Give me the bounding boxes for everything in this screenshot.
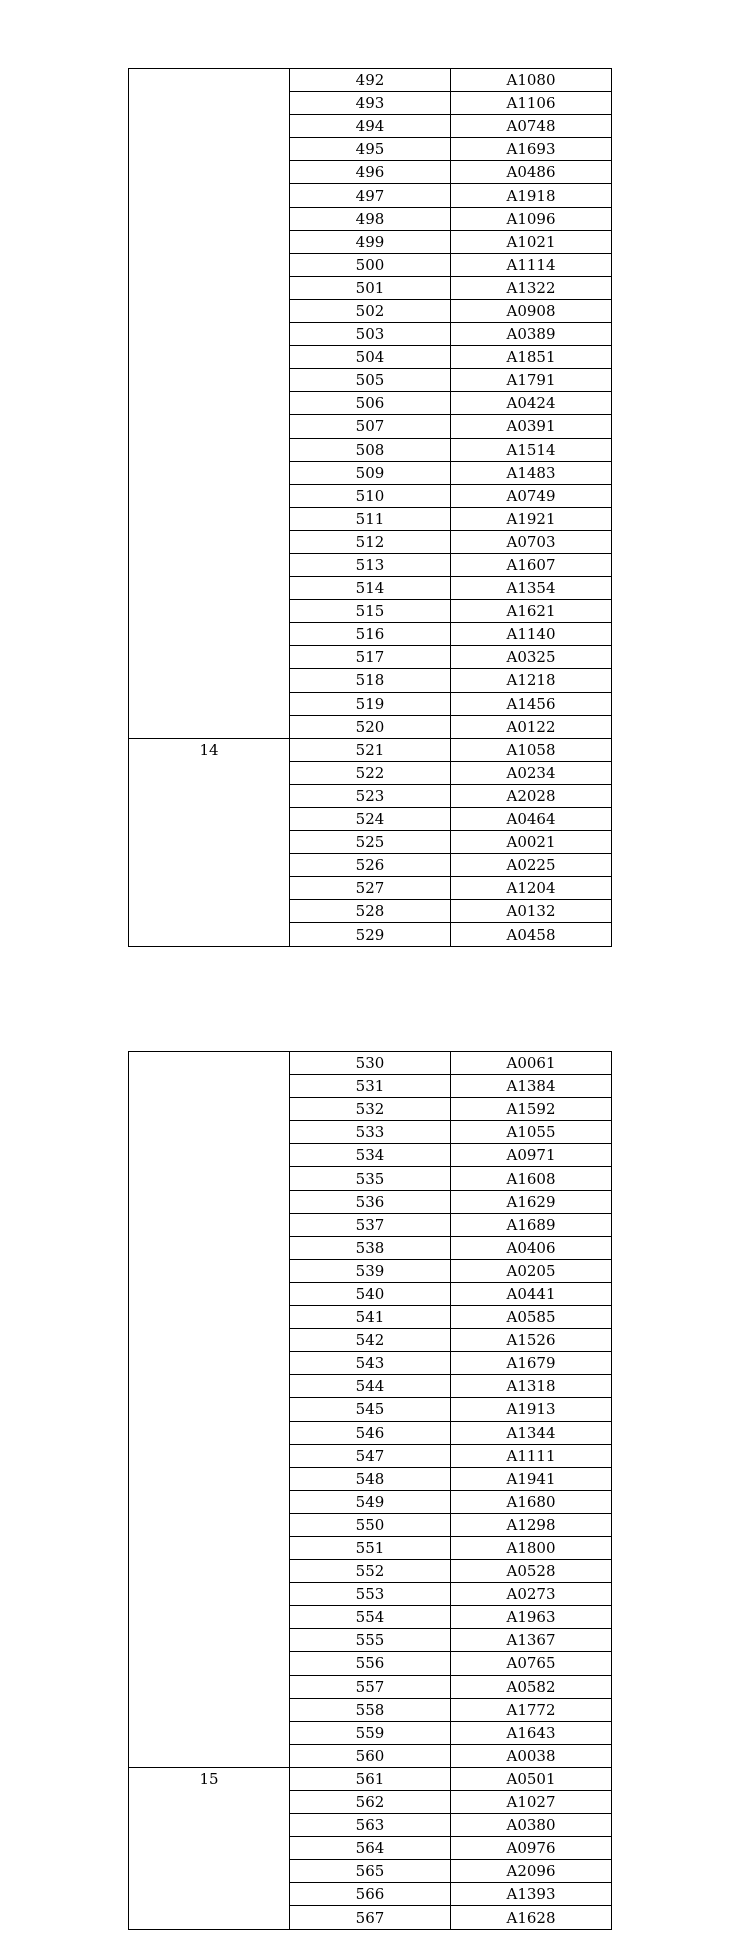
sequence-number-cell: 567 [290, 1906, 451, 1929]
code-cell: A1218 [451, 669, 612, 692]
code-cell: A1140 [451, 623, 612, 646]
sequence-number-cell: 542 [290, 1329, 451, 1352]
code-cell: A0406 [451, 1236, 612, 1259]
sequence-number-cell: 493 [290, 92, 451, 115]
sequence-number-cell: 550 [290, 1513, 451, 1536]
code-cell: A1918 [451, 184, 612, 207]
code-cell: A1456 [451, 692, 612, 715]
sequence-number-cell: 537 [290, 1213, 451, 1236]
code-cell: A1514 [451, 438, 612, 461]
code-cell: A1772 [451, 1698, 612, 1721]
sequence-number-cell: 539 [290, 1259, 451, 1282]
sequence-number-cell: 527 [290, 877, 451, 900]
code-cell: A1096 [451, 207, 612, 230]
group-number-cell [129, 1052, 290, 1768]
code-cell: A1851 [451, 346, 612, 369]
sequence-number-cell: 507 [290, 415, 451, 438]
sequence-number-cell: 499 [290, 230, 451, 253]
sequence-number-cell: 541 [290, 1306, 451, 1329]
sequence-number-cell: 502 [290, 299, 451, 322]
code-cell: A0122 [451, 715, 612, 738]
sequence-number-cell: 524 [290, 808, 451, 831]
sequence-number-cell: 543 [290, 1352, 451, 1375]
code-cell: A0234 [451, 761, 612, 784]
assignment-table-2 [128, 1051, 612, 1930]
sequence-number-cell: 495 [290, 138, 451, 161]
sequence-number-cell: 494 [290, 115, 451, 138]
code-cell: A1526 [451, 1329, 612, 1352]
code-cell: A1621 [451, 600, 612, 623]
code-cell: A0464 [451, 808, 612, 831]
sequence-number-cell: 544 [290, 1375, 451, 1398]
sequence-number-cell: 530 [290, 1052, 451, 1075]
code-cell: A1204 [451, 877, 612, 900]
table-row [129, 69, 612, 92]
sequence-number-cell: 547 [290, 1444, 451, 1467]
code-cell: A1367 [451, 1629, 612, 1652]
sequence-number-cell: 514 [290, 577, 451, 600]
code-cell: A0441 [451, 1282, 612, 1305]
code-cell: A2028 [451, 784, 612, 807]
code-cell: A0391 [451, 415, 612, 438]
sequence-number-cell: 554 [290, 1606, 451, 1629]
sequence-number-cell: 545 [290, 1398, 451, 1421]
code-cell: A0703 [451, 530, 612, 553]
code-cell: A0528 [451, 1560, 612, 1583]
code-cell: A0458 [451, 923, 612, 946]
code-cell: A1106 [451, 92, 612, 115]
code-cell: A1080 [451, 69, 612, 92]
group-number-cell [129, 69, 290, 739]
code-cell: A0582 [451, 1675, 612, 1698]
sequence-number-cell: 536 [290, 1190, 451, 1213]
code-cell: A1628 [451, 1906, 612, 1929]
code-cell: A1021 [451, 230, 612, 253]
code-cell: A1058 [451, 738, 612, 761]
code-cell: A1298 [451, 1513, 612, 1536]
code-cell: A0748 [451, 115, 612, 138]
sequence-number-cell: 553 [290, 1583, 451, 1606]
sequence-number-cell: 538 [290, 1236, 451, 1259]
sequence-number-cell: 534 [290, 1144, 451, 1167]
sequence-number-cell: 513 [290, 553, 451, 576]
table-row [129, 1767, 612, 1790]
code-cell: A1643 [451, 1721, 612, 1744]
sequence-number-cell: 525 [290, 831, 451, 854]
sequence-number-cell: 549 [290, 1490, 451, 1513]
sequence-number-cell: 519 [290, 692, 451, 715]
code-cell: A1921 [451, 507, 612, 530]
code-cell: A2096 [451, 1860, 612, 1883]
sequence-number-cell: 531 [290, 1075, 451, 1098]
code-cell: A0976 [451, 1837, 612, 1860]
sequence-number-cell: 564 [290, 1837, 451, 1860]
sequence-number-cell: 516 [290, 623, 451, 646]
code-cell: A1111 [451, 1444, 612, 1467]
code-cell: A1791 [451, 369, 612, 392]
sequence-number-cell: 500 [290, 253, 451, 276]
code-cell: A1384 [451, 1075, 612, 1098]
code-cell: A0765 [451, 1652, 612, 1675]
code-cell: A0585 [451, 1306, 612, 1329]
code-cell: A1689 [451, 1213, 612, 1236]
sequence-number-cell: 546 [290, 1421, 451, 1444]
sequence-number-cell: 563 [290, 1814, 451, 1837]
sequence-number-cell: 515 [290, 600, 451, 623]
sequence-number-cell: 522 [290, 761, 451, 784]
code-cell: A0205 [451, 1259, 612, 1282]
code-cell: A1629 [451, 1190, 612, 1213]
code-cell: A0132 [451, 900, 612, 923]
sequence-number-cell: 521 [290, 738, 451, 761]
sequence-number-cell: 497 [290, 184, 451, 207]
code-cell: A0424 [451, 392, 612, 415]
sequence-number-cell: 523 [290, 784, 451, 807]
code-cell: A0749 [451, 484, 612, 507]
sequence-number-cell: 508 [290, 438, 451, 461]
sequence-number-cell: 548 [290, 1467, 451, 1490]
code-cell: A1963 [451, 1606, 612, 1629]
group-number-cell: 15 [129, 1767, 290, 1929]
sequence-number-cell: 555 [290, 1629, 451, 1652]
sequence-number-cell: 535 [290, 1167, 451, 1190]
code-cell: A0038 [451, 1744, 612, 1767]
sequence-number-cell: 492 [290, 69, 451, 92]
code-cell: A0273 [451, 1583, 612, 1606]
code-cell: A1800 [451, 1536, 612, 1559]
sequence-number-cell: 509 [290, 461, 451, 484]
code-cell: A1322 [451, 276, 612, 299]
code-cell: A1393 [451, 1883, 612, 1906]
sequence-number-cell: 556 [290, 1652, 451, 1675]
sequence-number-cell: 526 [290, 854, 451, 877]
sequence-number-cell: 566 [290, 1883, 451, 1906]
code-cell: A1592 [451, 1098, 612, 1121]
sequence-number-cell: 559 [290, 1721, 451, 1744]
sequence-number-cell: 528 [290, 900, 451, 923]
code-cell: A0061 [451, 1052, 612, 1075]
sequence-number-cell: 532 [290, 1098, 451, 1121]
code-cell: A0501 [451, 1767, 612, 1790]
code-cell: A0380 [451, 1814, 612, 1837]
code-cell: A1027 [451, 1791, 612, 1814]
code-cell: A1344 [451, 1421, 612, 1444]
code-cell: A1679 [451, 1352, 612, 1375]
sequence-number-cell: 551 [290, 1536, 451, 1559]
sequence-number-cell: 505 [290, 369, 451, 392]
sequence-number-cell: 506 [290, 392, 451, 415]
code-cell: A1055 [451, 1121, 612, 1144]
code-cell: A0021 [451, 831, 612, 854]
code-cell: A0225 [451, 854, 612, 877]
sequence-number-cell: 558 [290, 1698, 451, 1721]
code-cell: A1114 [451, 253, 612, 276]
sequence-number-cell: 504 [290, 346, 451, 369]
group-number-cell: 14 [129, 738, 290, 946]
code-cell: A0389 [451, 323, 612, 346]
sequence-number-cell: 517 [290, 646, 451, 669]
sequence-number-cell: 533 [290, 1121, 451, 1144]
code-cell: A1680 [451, 1490, 612, 1513]
sequence-number-cell: 560 [290, 1744, 451, 1767]
sequence-number-cell: 540 [290, 1282, 451, 1305]
code-cell: A0325 [451, 646, 612, 669]
sequence-number-cell: 562 [290, 1791, 451, 1814]
sequence-number-cell: 503 [290, 323, 451, 346]
sequence-number-cell: 561 [290, 1767, 451, 1790]
code-cell: A1608 [451, 1167, 612, 1190]
code-cell: A0908 [451, 299, 612, 322]
sequence-number-cell: 510 [290, 484, 451, 507]
sequence-number-cell: 529 [290, 923, 451, 946]
code-cell: A1693 [451, 138, 612, 161]
code-cell: A1354 [451, 577, 612, 600]
code-cell: A1318 [451, 1375, 612, 1398]
sequence-number-cell: 565 [290, 1860, 451, 1883]
table-row [129, 738, 612, 761]
sequence-number-cell: 557 [290, 1675, 451, 1698]
code-cell: A0971 [451, 1144, 612, 1167]
sequence-number-cell: 512 [290, 530, 451, 553]
sequence-number-cell: 501 [290, 276, 451, 299]
sequence-number-cell: 498 [290, 207, 451, 230]
sequence-number-cell: 496 [290, 161, 451, 184]
assignment-table-1 [128, 68, 612, 947]
code-cell: A1483 [451, 461, 612, 484]
sequence-number-cell: 552 [290, 1560, 451, 1583]
code-cell: A1941 [451, 1467, 612, 1490]
sequence-number-cell: 520 [290, 715, 451, 738]
code-cell: A1607 [451, 553, 612, 576]
sequence-number-cell: 518 [290, 669, 451, 692]
code-cell: A1913 [451, 1398, 612, 1421]
code-cell: A0486 [451, 161, 612, 184]
sequence-number-cell: 511 [290, 507, 451, 530]
table-row [129, 1052, 612, 1075]
